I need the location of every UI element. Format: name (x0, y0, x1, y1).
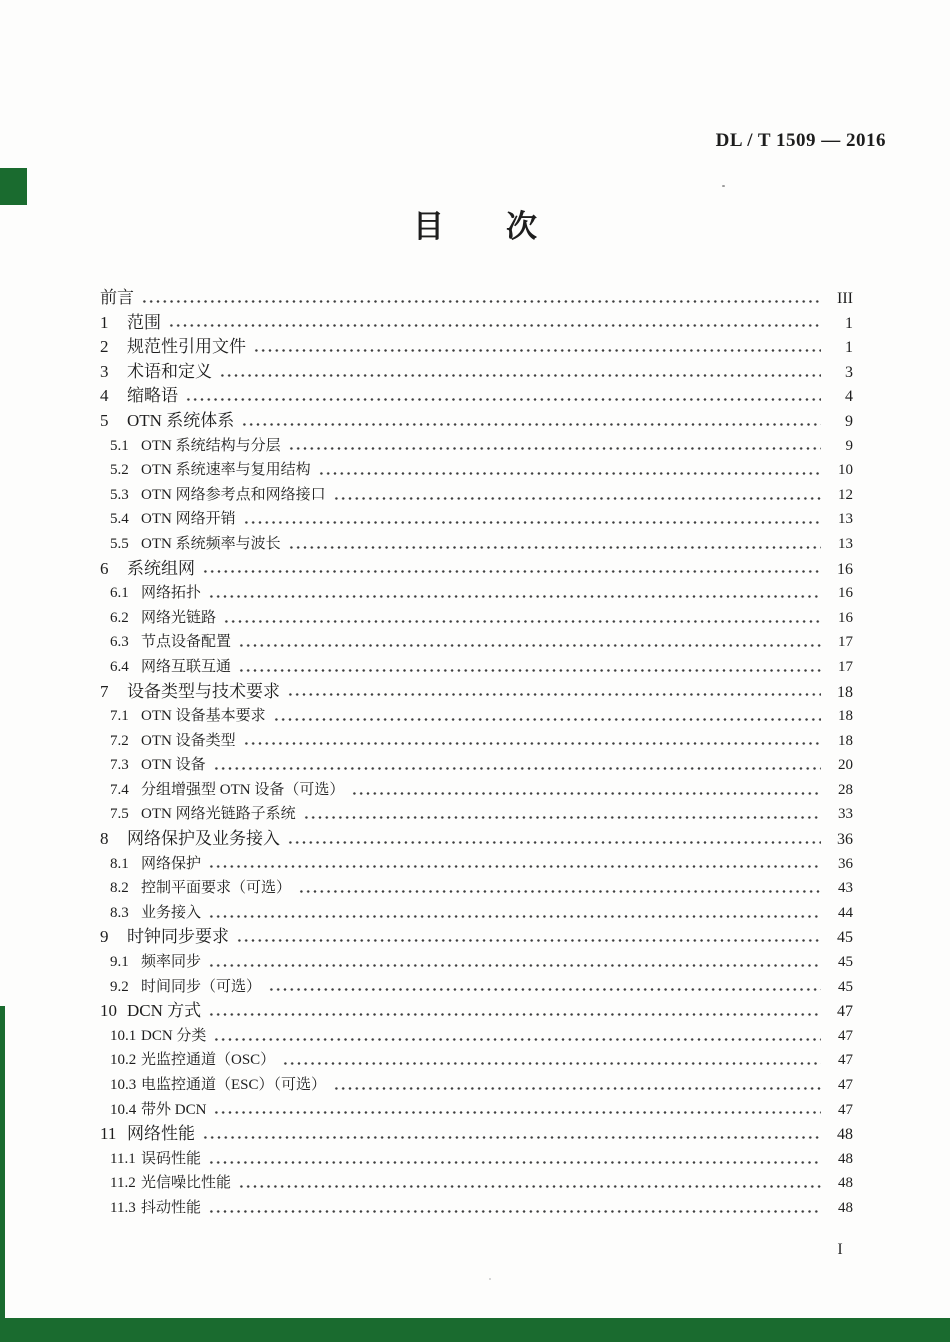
toc-entry-title: OTN 网络开销 (141, 511, 236, 528)
page-title: 目 次 (413, 209, 537, 244)
toc-entry-number: 10.3 (110, 1077, 137, 1093)
toc-entry (100, 1122, 853, 1147)
toc-entry (100, 1024, 853, 1049)
toc-entry-page: 47 (838, 1052, 853, 1069)
toc-entry-title: 带外 DCN (141, 1101, 207, 1118)
toc-entry (100, 360, 853, 385)
toc-entry-title: 控制平面要求（可选） (141, 880, 292, 897)
toc-entry-number: 7.3 (110, 757, 129, 774)
leader-dots (202, 566, 821, 577)
leader-dots (208, 1206, 821, 1217)
leader-dots (213, 1107, 821, 1118)
toc-entry-number: 11.1 (110, 1150, 136, 1167)
toc-entry (100, 1073, 853, 1098)
toc-entry-number: 6.3 (110, 634, 129, 651)
toc-entry (100, 901, 853, 926)
toc-entry-title: 网络拓扑 (141, 585, 202, 602)
toc-entry-page: 47 (838, 1027, 853, 1044)
toc-entry-number: 7 (100, 681, 109, 701)
toc-entry (100, 778, 853, 803)
leader-dots (238, 640, 821, 651)
toc-entry-page: 47 (838, 1101, 853, 1118)
toc-entry (100, 1196, 853, 1221)
leader-dots (168, 320, 821, 331)
toc-entry-title: 网络互联互通 (141, 658, 232, 675)
toc-entry (100, 458, 853, 483)
leader-dots (282, 1058, 821, 1069)
toc-entry (100, 1048, 853, 1073)
toc-entry (100, 630, 853, 655)
toc-entry (100, 606, 853, 631)
leader-dots (202, 1132, 821, 1143)
toc-entry-number: 10.1 (110, 1027, 137, 1044)
leader-dots (208, 861, 821, 872)
toc-entry (100, 557, 853, 582)
toc-entry-number: 11.3 (110, 1199, 136, 1216)
toc-entry (100, 950, 853, 975)
toc-entry-page: 1 (845, 314, 853, 332)
toc-entry-title: 抖动性能 (141, 1199, 202, 1216)
leader-dots (243, 738, 821, 749)
toc-entry (100, 876, 853, 901)
toc-entry-page: 16 (837, 560, 853, 578)
toc-entry (100, 581, 853, 606)
toc-entry-title: 规范性引用文件 (127, 337, 246, 357)
leader-dots (208, 960, 821, 971)
toc-entry-title: OTN 设备 (141, 757, 206, 774)
toc-entry-page: 28 (838, 781, 853, 798)
leader-dots (303, 812, 821, 823)
toc-entry-number: 2 (100, 337, 109, 357)
toc-entry-title: 频率同步 (141, 954, 202, 971)
leader-dots (141, 296, 821, 307)
toc-entry-title: 光监控通道（OSC） (141, 1052, 276, 1069)
standard-number: DL / T 1509 — 2016 (715, 130, 886, 151)
toc-entry-page: 17 (838, 658, 853, 675)
toc-entry-title: 电监控通道（ESC）（可选） (141, 1077, 327, 1093)
toc-entry (100, 335, 853, 360)
toc-entry-title: 分组增强型 OTN 设备（可选） (141, 781, 345, 798)
toc-entry-number: 5.2 (110, 462, 129, 479)
toc-entry (100, 680, 853, 705)
toc-entry-number: 7.2 (110, 732, 129, 749)
toc-entry-number: 5.4 (110, 511, 129, 528)
toc-entry (100, 1147, 853, 1172)
toc-entry-page: 36 (838, 855, 853, 872)
toc-entry-number: 5.5 (110, 535, 129, 552)
toc-entry-page: 48 (838, 1175, 853, 1192)
toc-entry-number: 8.2 (110, 880, 129, 897)
toc-entry-number: 10 (100, 1001, 117, 1021)
toc-entry (100, 483, 853, 508)
toc-entry-title: OTN 设备类型 (141, 732, 236, 749)
leader-dots (219, 370, 821, 381)
leader-dots (185, 394, 821, 405)
toc-entry-page: 4 (845, 388, 853, 406)
toc-entry (100, 753, 853, 778)
toc-entry (100, 311, 853, 336)
toc-entry-page: 43 (838, 880, 853, 897)
toc-entry (100, 802, 853, 827)
leader-dots (208, 911, 821, 922)
toc-entry-number: 11.2 (110, 1175, 136, 1192)
toc-entry-page: 16 (838, 609, 853, 626)
toc-entry-page: 45 (838, 954, 853, 971)
leader-dots (268, 984, 821, 995)
toc-entry (100, 434, 853, 459)
toc-entry-title: DCN 分类 (141, 1027, 207, 1044)
toc-entry-number: 3 (100, 361, 109, 381)
scan-speck (489, 1278, 491, 1280)
toc-entry (100, 1098, 853, 1123)
toc-entry-title: 系统组网 (127, 558, 195, 578)
table-of-contents (100, 286, 853, 1221)
toc-entry-number: 8 (100, 829, 109, 849)
toc-entry-title: OTN 系统频率与波长 (141, 535, 281, 552)
scan-artifact-top-left (0, 168, 27, 205)
toc-entry-title: 设备类型与技术要求 (127, 681, 280, 701)
toc-entry-title: 网络保护 (141, 855, 202, 872)
toc-entry (100, 925, 853, 950)
toc-entry-page: 3 (845, 363, 853, 381)
toc-entry-number: 9.1 (110, 954, 129, 971)
scan-artifact-left-edge (0, 1006, 5, 1320)
toc-entry-title: 业务接入 (141, 904, 202, 921)
toc-entry-title: 缩略语 (127, 386, 178, 406)
leader-dots (298, 886, 821, 897)
toc-entry-page: 9 (845, 437, 853, 454)
folio-page-number: I (837, 1241, 843, 1258)
toc-entry-number: 10.4 (110, 1101, 137, 1118)
toc-entry-number: 11 (100, 1124, 117, 1144)
leader-dots (333, 1083, 821, 1094)
toc-entry-page: 13 (838, 511, 853, 528)
toc-entry (100, 286, 853, 311)
toc-entry-title: OTN 网络参考点和网络接口 (141, 486, 326, 503)
toc-entry (100, 827, 853, 852)
toc-entry-number: 5.3 (110, 486, 129, 503)
toc-entry-number: 6 (100, 558, 109, 578)
toc-entry-page: 20 (838, 757, 853, 774)
leader-dots (213, 1034, 821, 1045)
toc-entry-number: 9 (100, 927, 109, 947)
toc-entry-title: 网络光链路 (141, 609, 217, 626)
toc-entry-page: 18 (838, 708, 853, 725)
toc-entry (100, 729, 853, 754)
toc-entry-title: OTN 系统体系 (127, 410, 235, 430)
toc-entry-page: 18 (837, 683, 853, 701)
leader-dots (318, 468, 821, 479)
leader-dots (208, 1009, 821, 1020)
leader-dots (351, 788, 821, 799)
toc-entry-page: 47 (838, 1077, 853, 1093)
toc-entry-number: 6.1 (110, 585, 129, 602)
toc-entry (100, 384, 853, 409)
toc-entry-number: 10.2 (110, 1052, 137, 1069)
toc-entry-number: 7.5 (110, 806, 129, 823)
toc-entry-title: 误码性能 (141, 1150, 202, 1167)
toc-entry (100, 704, 853, 729)
toc-entry-page: 16 (838, 585, 853, 602)
leader-dots (333, 493, 821, 504)
leader-dots (236, 935, 821, 946)
toc-entry-page: 1 (845, 339, 853, 357)
toc-entry-page: 10 (838, 462, 853, 479)
toc-entry (100, 1171, 853, 1196)
toc-entry-number: 8.1 (110, 855, 129, 872)
toc-entry-title: 范围 (127, 312, 161, 332)
toc-entry-page: 44 (838, 904, 853, 921)
toc-entry-number: 6.4 (110, 658, 129, 675)
toc-entry (100, 655, 853, 680)
leader-dots (287, 837, 821, 848)
toc-entry-page: 48 (837, 1126, 853, 1144)
scan-artifact-bottom-edge (0, 1318, 950, 1342)
toc-entry-title: OTN 设备基本要求 (141, 708, 266, 725)
toc-entry-title: 时钟同步要求 (127, 927, 229, 947)
leader-dots (243, 517, 821, 528)
leader-dots (287, 689, 821, 700)
toc-entry-title: OTN 系统结构与分层 (141, 437, 281, 454)
toc-entry (100, 507, 853, 532)
toc-entry-title: OTN 网络光链路子系统 (141, 806, 296, 823)
toc-entry-page: 18 (838, 732, 853, 749)
toc-entry-title: OTN 系统速率与复用结构 (141, 462, 311, 479)
toc-entry-page: 45 (837, 929, 853, 947)
leader-dots (208, 1157, 821, 1168)
toc-entry-page: 47 (837, 1003, 853, 1021)
leader-dots (241, 419, 821, 430)
toc-entry (100, 999, 853, 1024)
leader-dots (223, 616, 821, 627)
toc-entry-page: 36 (837, 831, 853, 849)
toc-entry-page: 48 (838, 1150, 853, 1167)
toc-entry (100, 409, 853, 434)
toc-entry-number: 8.3 (110, 904, 129, 921)
toc-entry-page: 17 (838, 634, 853, 651)
leader-dots (238, 1181, 821, 1192)
leader-dots (213, 763, 821, 774)
toc-entry-title: 术语和定义 (127, 361, 212, 381)
toc-entry (100, 975, 853, 1000)
toc-entry-number: 6.2 (110, 609, 129, 626)
leader-dots (253, 345, 821, 356)
toc-entry-page: III (837, 290, 853, 307)
toc-entry-number: 1 (100, 312, 109, 332)
toc-entry-title: 节点设备配置 (141, 634, 232, 651)
toc-entry-number: 5 (100, 410, 109, 430)
leader-dots (288, 542, 821, 553)
toc-entry-page: 9 (845, 412, 853, 430)
toc-entry-number: 7.4 (110, 781, 129, 798)
toc-entry-page: 33 (838, 806, 853, 823)
toc-entry (100, 852, 853, 877)
toc-entry-page: 12 (838, 486, 853, 503)
leader-dots (238, 665, 821, 676)
toc-entry-number: 9.2 (110, 978, 129, 995)
scan-speck (722, 185, 725, 187)
toc-entry-title: 网络性能 (127, 1124, 195, 1144)
leader-dots (208, 591, 821, 602)
toc-entry-page: 45 (838, 978, 853, 995)
leader-dots (273, 714, 821, 725)
leader-dots (288, 443, 821, 454)
toc-entry-number: 4 (100, 386, 109, 406)
toc-entry-title: 时间同步（可选） (141, 978, 262, 995)
toc-entry-page: 13 (838, 535, 853, 552)
toc-entry-title: DCN 方式 (127, 1001, 202, 1021)
toc-entry (100, 532, 853, 557)
toc-entry-number: 5.1 (110, 437, 129, 454)
toc-entry-title: 光信噪比性能 (141, 1175, 232, 1192)
toc-entry-title: 前言 (100, 288, 134, 307)
toc-entry-page: 48 (838, 1199, 853, 1216)
toc-entry-title: 网络保护及业务接入 (127, 829, 280, 849)
toc-entry-number: 7.1 (110, 708, 129, 725)
